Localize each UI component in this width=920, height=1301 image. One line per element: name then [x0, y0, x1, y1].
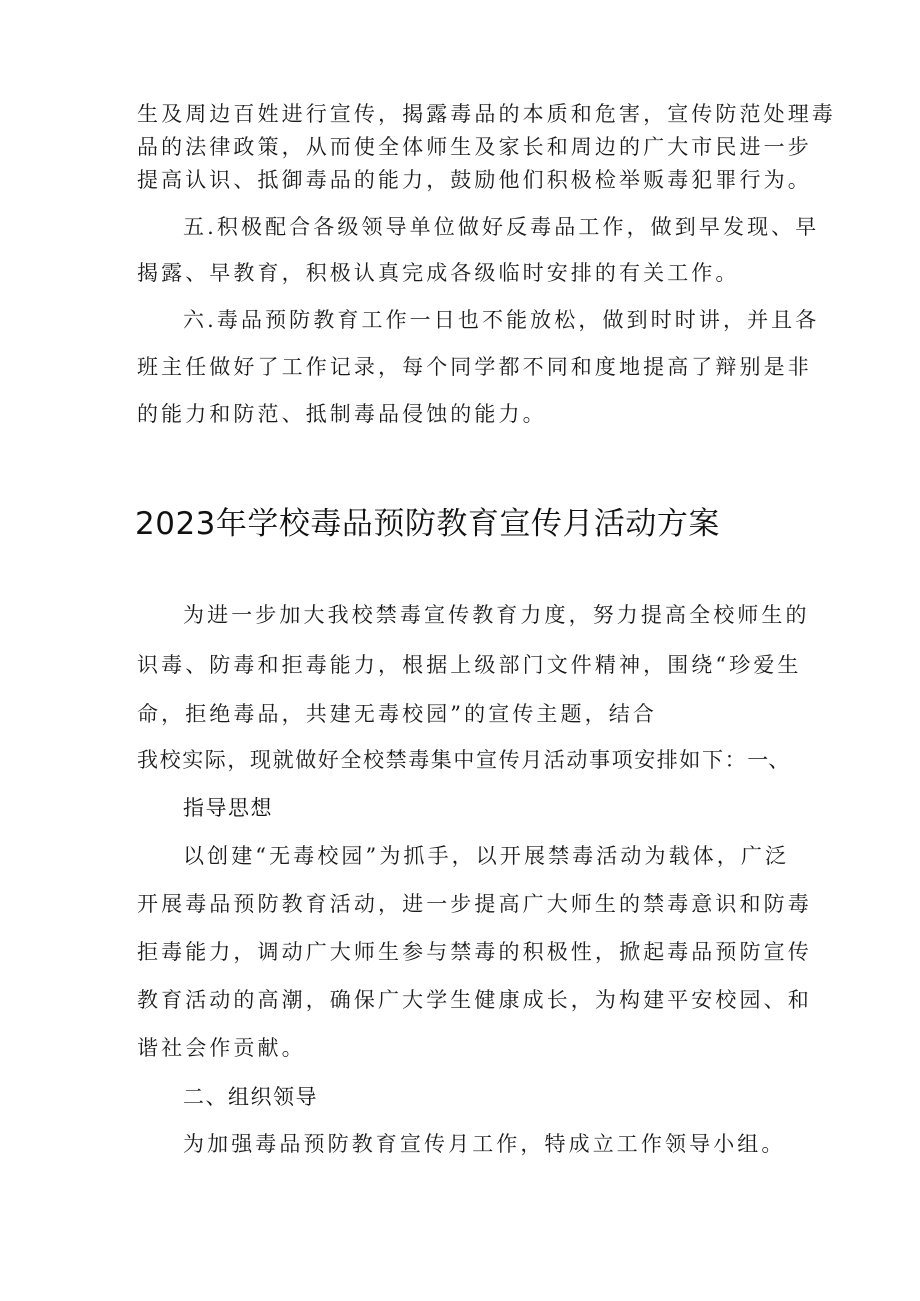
paragraph-line: 生及周边百姓进行宣传，揭露毒品的本质和危害，宣传防范处理毒	[137, 102, 836, 126]
guiding-line: 开展毒品预防教育活动，进一步提高广大师生的禁毒意识和防毒	[137, 892, 812, 916]
item-six-line: 的能力和防范、抵制毒品侵蚀的能力。	[137, 402, 547, 426]
paragraph-line: 品的法律政策，从而使全体师生及家长和周边的广大市民进一步	[137, 135, 812, 159]
guiding-line: 教育活动的高潮，确保广大学生健康成长，为构建平安校园、和	[137, 988, 812, 1012]
item-five-line: 五.积极配合各级领导单位做好反毒品工作，做到早发现、早	[183, 215, 820, 239]
document-title: 2023年学校毒品预防教育宣传月活动方案	[135, 506, 720, 542]
intro-line: 识毒、防毒和拒毒能力，根据上级部门文件精神，围绕“珍爱生	[137, 653, 802, 677]
intro-line: 为进一步加大我校禁毒宣传教育力度，努力提高全校师生的	[183, 603, 810, 627]
item-six-line: 六.毒品预防教育工作一日也不能放松，做到时时讲，并且各	[183, 308, 820, 332]
paragraph-line: 提高认识、抵御毒品的能力，鼓励他们积极检举贩毒犯罪行为。	[137, 168, 812, 192]
guiding-line: 谐社会作贡献。	[137, 1036, 306, 1060]
intro-line-text: 我校实际，现就做好全校禁毒集中宣传月活动事项安排如下：	[137, 748, 748, 772]
item-six-line: 班主任做好了工作记录，每个同学都不同和度地提高了辩别是非	[137, 355, 812, 379]
item-five-line: 揭露、早教育，积极认真完成各级临时安排的有关工作。	[137, 261, 740, 285]
intro-line: 命，拒绝毒品，共建无毒校园”的宣传主题，结合	[137, 702, 657, 726]
guiding-line: 拒毒能力，调动广大师生参与禁毒的积极性，掀起毒品预防宣传	[137, 940, 812, 964]
organization-heading: 二、组织领导	[183, 1085, 318, 1109]
organization-line: 为加强毒品预防教育宣传月工作，特成立工作领导小组。	[183, 1132, 786, 1156]
guiding-heading: 指导思想	[183, 796, 273, 820]
section-one-number: 一、	[747, 748, 790, 772]
guiding-line: 以创建“无毒校园”为抓手，以开展禁毒活动为载体，广泛	[183, 844, 790, 868]
intro-line	[137, 746, 789, 774]
